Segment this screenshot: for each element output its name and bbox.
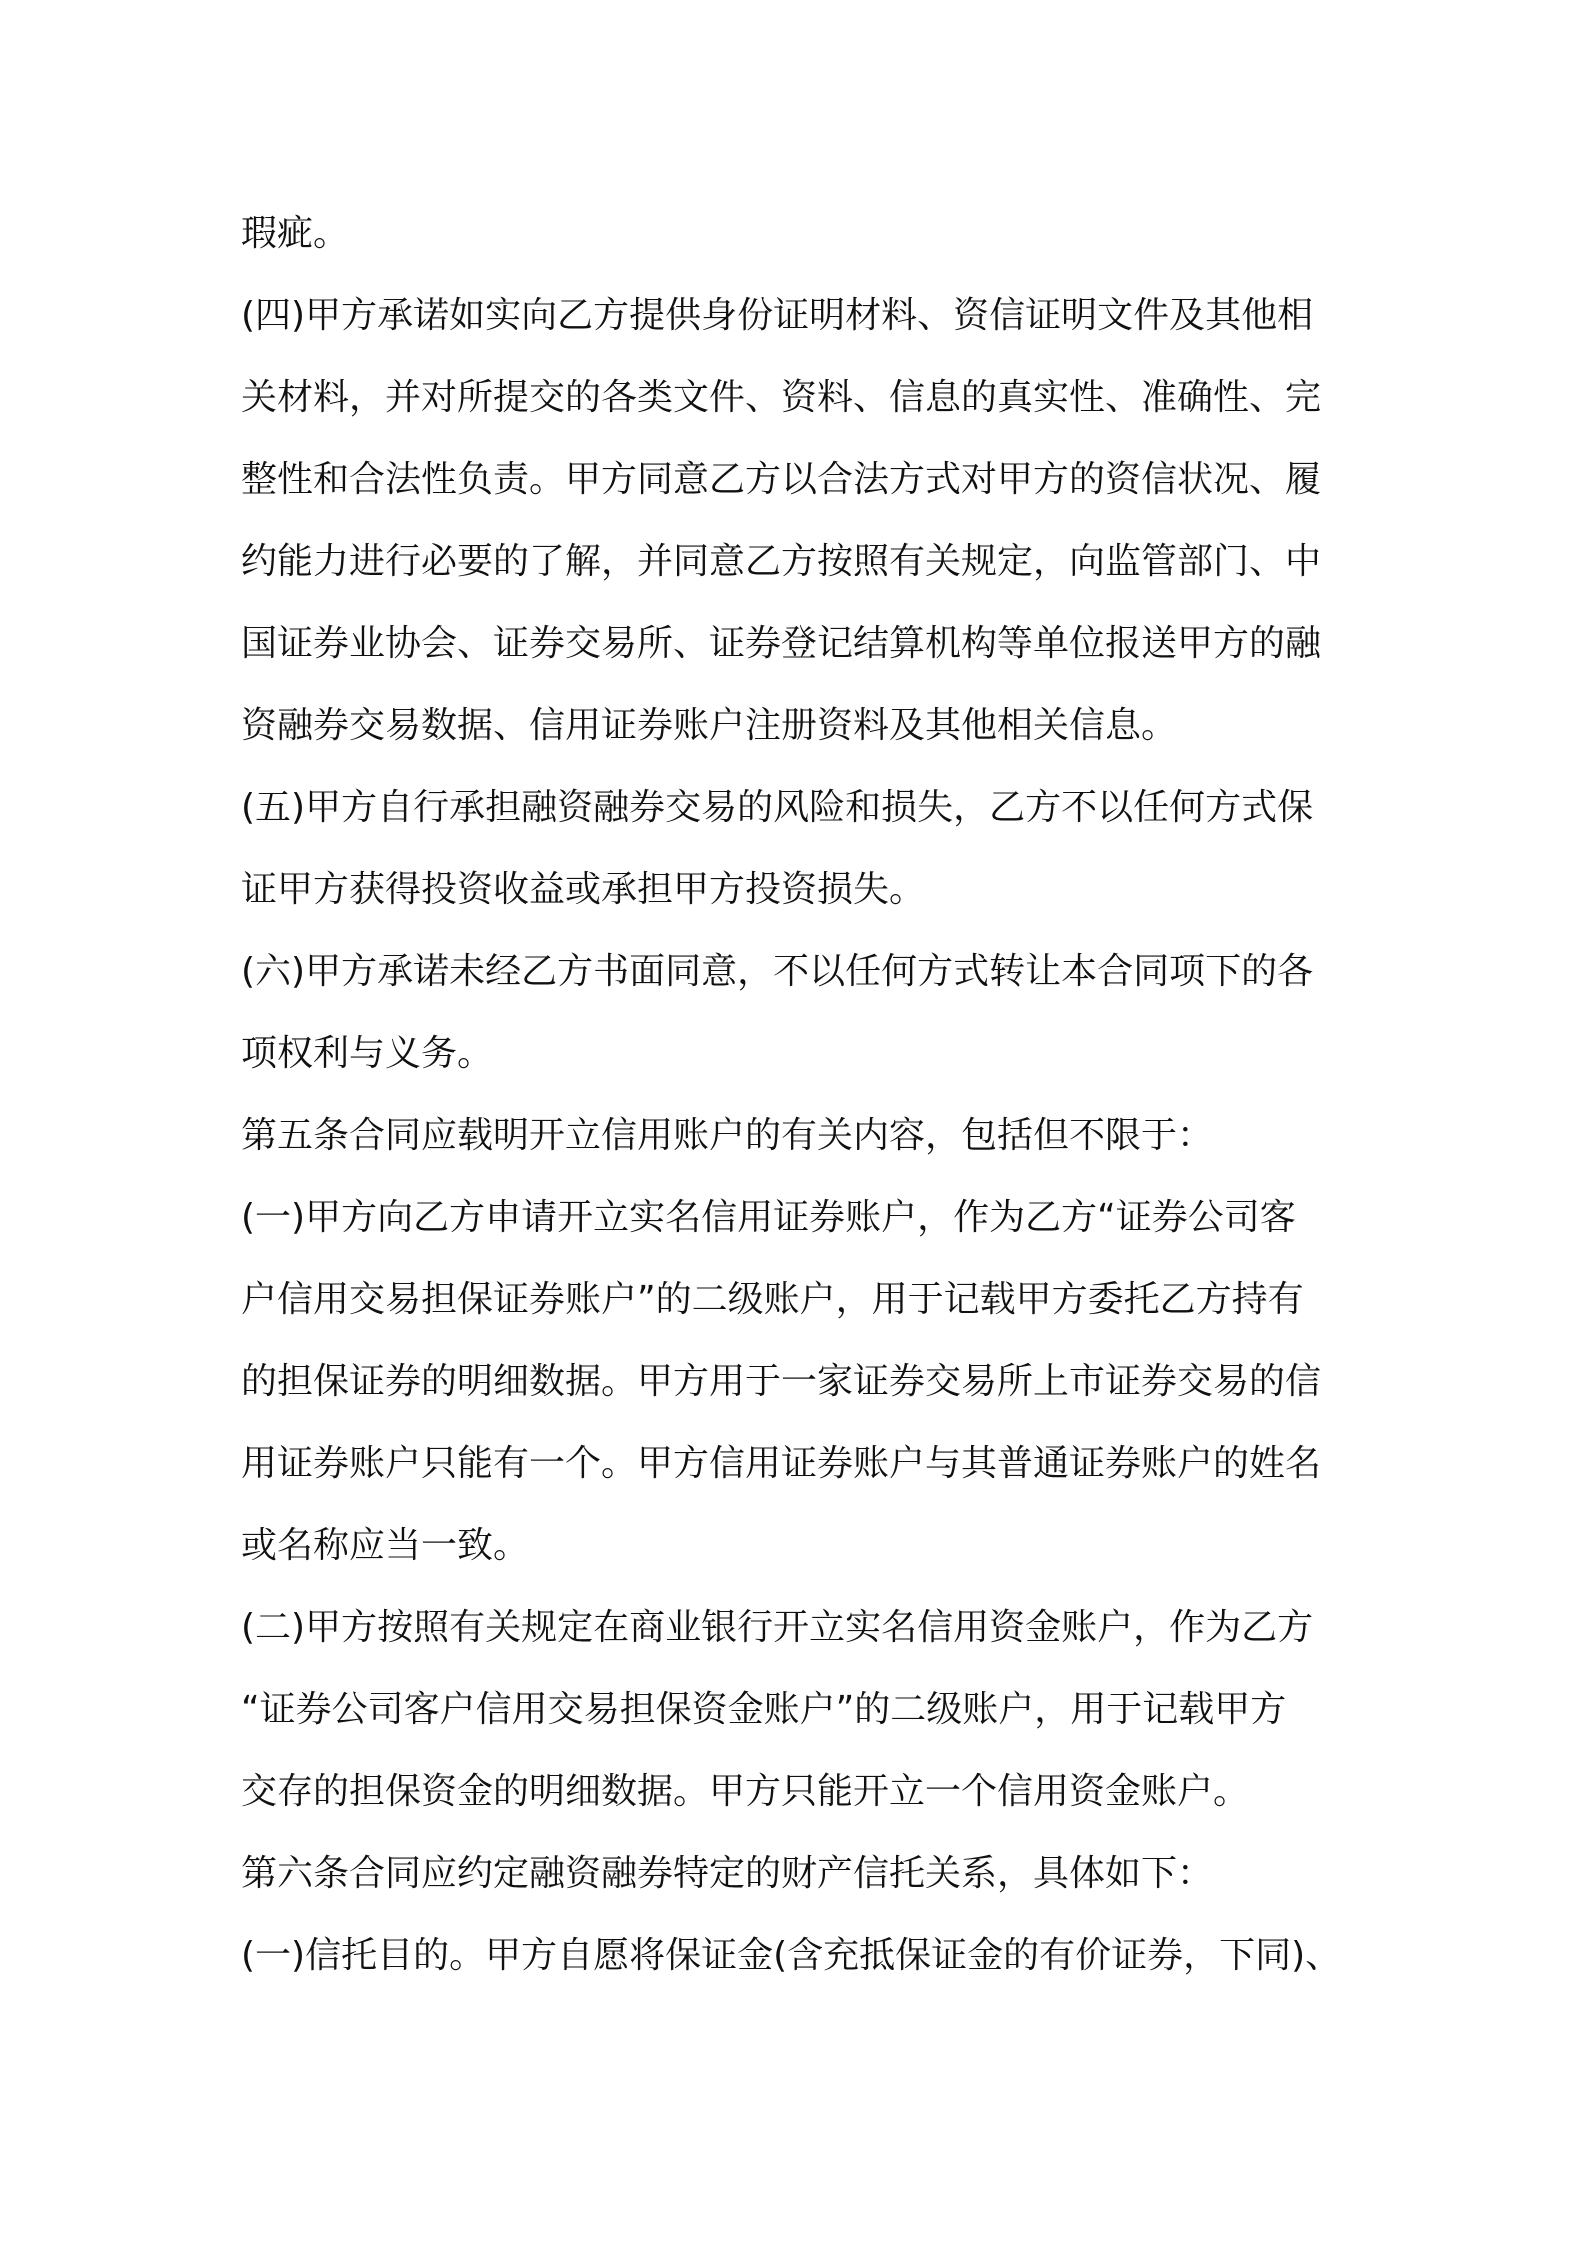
text-line: 第六条合同应约定融资融券特定的财产信托关系，具体如下： xyxy=(241,1853,1214,1894)
text-line: 交存的担保资金的明细数据。甲方只能开立一个信用资金账户。 xyxy=(241,1771,1250,1812)
text-line: 瑕疵。 xyxy=(241,213,350,254)
text-line: (一)信托目的。甲方自愿将保证金(含充抵保证金的有价证券，下同)、 xyxy=(241,1935,1342,1976)
text-line: (六)甲方承诺未经乙方书面同意，不以任何方式转让本合同项下的各 xyxy=(241,951,1314,992)
text-line: 户信用交易担保证券账户”的二级账户，用于记载甲方委托乙方持有 xyxy=(241,1279,1304,1320)
text-line: (五)甲方自行承担融资融券交易的风险和损失，乙方不以任何方式保 xyxy=(241,787,1314,828)
text-line: 整性和合法性负责。甲方同意乙方以合法方式对甲方的资信状况、履 xyxy=(241,459,1322,500)
text-line: 关材料，并对所提交的各类文件、资料、信息的真实性、准确性、完 xyxy=(241,377,1322,418)
text-line: 用证券账户只能有一个。甲方信用证券账户与其普通证券账户的姓名 xyxy=(241,1443,1322,1484)
text-line: 或名称应当一致。 xyxy=(241,1525,530,1566)
text-line: (四)甲方承诺如实向乙方提供身份证明材料、资信证明文件及其他相 xyxy=(241,295,1314,336)
text-line: 第五条合同应载明开立信用账户的有关内容，包括但不限于： xyxy=(241,1115,1214,1156)
text-line: 国证券业协会、证券交易所、证券登记结算机构等单位报送甲方的融 xyxy=(241,623,1322,664)
text-line: (二)甲方按照有关规定在商业银行开立实名信用资金账户，作为乙方 xyxy=(241,1607,1314,1648)
text-line: 约能力进行必要的了解，并同意乙方按照有关规定，向监管部门、中 xyxy=(241,541,1322,582)
document-body xyxy=(241,193,1356,1997)
text-line: “证券公司客户信用交易担保资金账户”的二级账户，用于记载甲方 xyxy=(241,1689,1287,1730)
text-line: 资融券交易数据、信用证券账户注册资料及其他相关信息。 xyxy=(241,705,1178,746)
text-line: 证甲方获得投资收益或承担甲方投资损失。 xyxy=(241,869,926,910)
text-line: 项权利与义务。 xyxy=(241,1033,494,1074)
text-line: (一)甲方向乙方申请开立实名信用证券账户，作为乙方“证券公司客 xyxy=(241,1197,1296,1238)
text-line: 的担保证券的明细数据。甲方用于一家证券交易所上市证券交易的信 xyxy=(241,1361,1322,1402)
